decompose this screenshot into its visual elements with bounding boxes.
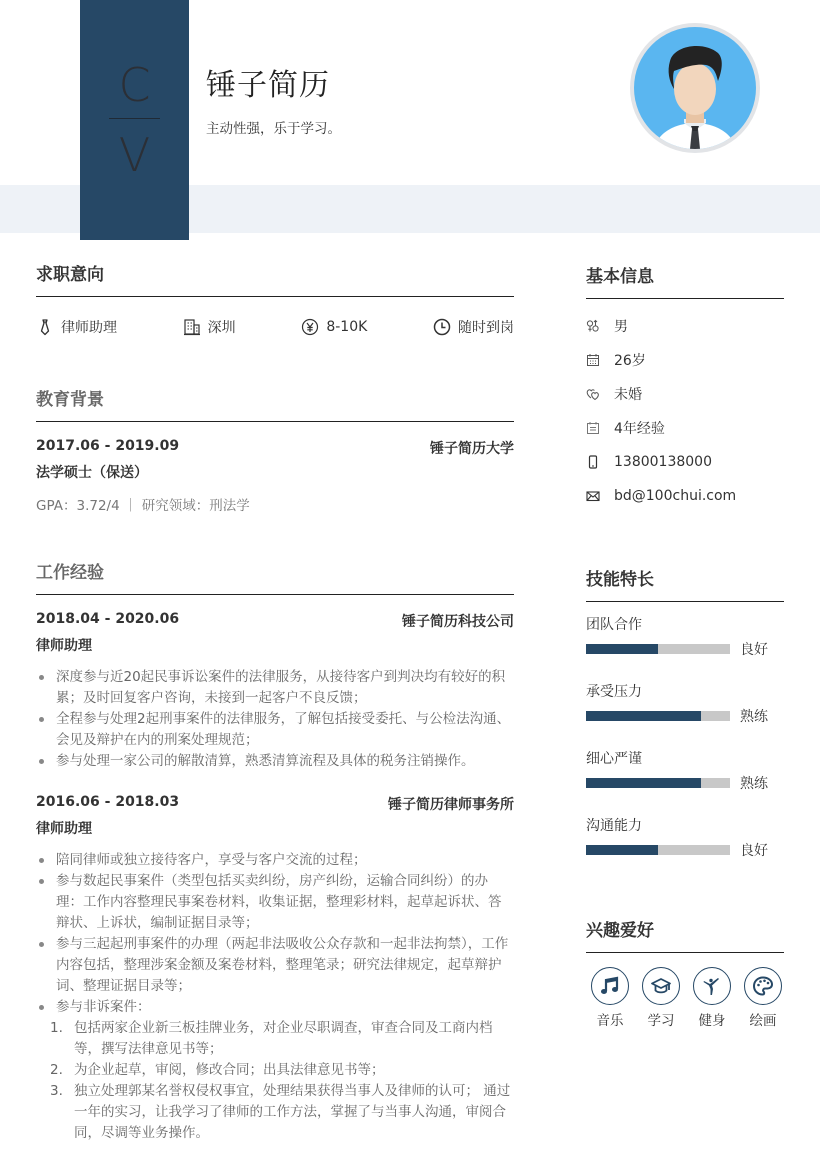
section-title-skills: 技能特长 (586, 565, 784, 602)
skill-name: 沟通能力 (586, 818, 642, 834)
info-experience (586, 411, 784, 445)
intent-position (36, 317, 117, 337)
skill-bar-row (586, 840, 784, 860)
work-bullets (36, 850, 514, 1144)
skill-bar-row (586, 706, 784, 726)
skill-bar (586, 711, 730, 721)
cv-block (80, 0, 189, 240)
education-school: 锤子简历大学 (430, 441, 514, 457)
basic-info-section (586, 262, 784, 513)
hobby-painting (744, 967, 782, 1029)
info-age-value: 26岁 (614, 353, 646, 369)
mail-icon (586, 489, 600, 503)
skill-bar (586, 644, 730, 654)
avatar (630, 23, 760, 153)
sub-item-text: 独立处理郭某名誉权侵权事宜，处理结果获得当事人及律师的认可； 通过一年的实习，让我学习了律师的工作方法，掌握了与当事人沟通，审阅合同，尽调等业务操作。 (74, 1083, 511, 1141)
work-bullets (36, 667, 514, 772)
briefcase-calendar-icon (586, 421, 600, 435)
building-icon (183, 318, 201, 336)
skill-level: 良好 (740, 642, 768, 658)
work-bullet: 参与三起起刑事案件的办理（两起非法吸收公众存款和一起非法拘禁），工作内容包括，整理涉案金额及案卷材料，整理笔录；研究法律规定，起草辩护词、整理证据目录等； (36, 934, 514, 997)
info-marital-value: 未婚 (614, 387, 642, 403)
work-bullet: 参与数起民事案件（类型包括买卖纠纷，房产纠纷，运输合同纠纷）的办理：工作内容整理民事案卷材料，收集证据，整理彩材料，起草起诉状、答辩状、上诉状，编制证据目录等； (36, 871, 514, 934)
work-sub-item (50, 1081, 514, 1144)
skill-item (586, 614, 784, 659)
skill-level: 良好 (740, 843, 768, 859)
sub-item-text: 包括两家企业新三板挂牌业务，对企业尽职调查，审查合同及工商内档等，撰写法律意见书等； (74, 1020, 493, 1057)
info-email-value: bd@100chui.com (614, 488, 737, 504)
intent-salary (301, 317, 367, 337)
skill-level: 熟练 (740, 709, 768, 725)
cv-letter-c: C (118, 58, 151, 112)
calendar-icon (586, 353, 600, 367)
work-role: 律师助理 (36, 638, 92, 654)
phone-icon (586, 455, 600, 469)
work-sub-item (50, 1060, 514, 1081)
work-period: 2018.04 - 2020.06 (36, 611, 180, 627)
info-phone (586, 445, 784, 479)
skills-section (586, 565, 784, 860)
hobby-label: 音乐 (596, 1013, 624, 1029)
skill-name: 承受压力 (586, 684, 642, 700)
work-entry-head (36, 794, 514, 814)
section-title-hobbies: 兴趣爱好 (586, 916, 784, 953)
work-company: 锤子简历律师事务所 (388, 797, 514, 813)
intent-position-label: 律师助理 (61, 320, 117, 336)
graduation-cap-icon (650, 975, 672, 997)
hobby-study (642, 967, 680, 1029)
job-intent-row (36, 317, 514, 337)
work-sub-item (50, 1018, 514, 1060)
resume-name: 锤子简历 (206, 68, 330, 103)
sub-item-number: 3. (50, 1083, 63, 1099)
info-experience-value: 4年经验 (614, 421, 665, 437)
info-phone-value: 13800138000 (614, 454, 712, 470)
skill-bar-fill (586, 778, 701, 788)
section-title-work: 工作经验 (36, 558, 514, 595)
cv-letter-v: V (118, 128, 151, 182)
skill-item (586, 681, 784, 726)
hobby-icon-circle (642, 967, 680, 1005)
work-section (36, 558, 514, 1144)
yen-icon (301, 318, 319, 336)
basic-info-list (586, 309, 784, 513)
work-bullet-text: 参与非诉案件： (56, 999, 151, 1015)
work-sub-list (50, 1018, 514, 1144)
work-bullet: 陪同律师或独立接待客户，享受与客户交流的过程； (36, 850, 514, 871)
skill-bar (586, 845, 730, 855)
work-entry (36, 611, 514, 772)
skill-bar-row (586, 773, 784, 793)
info-gender-value: 男 (614, 319, 628, 335)
intent-city (183, 317, 236, 337)
gender-icon (586, 319, 600, 333)
work-company: 锤子简历科技公司 (402, 614, 514, 630)
skill-level: 熟练 (740, 776, 768, 792)
section-title-education: 教育背景 (36, 385, 514, 422)
intent-availability-label: 随时到岗 (457, 320, 514, 336)
tie-icon (36, 318, 54, 336)
palette-icon (752, 975, 774, 997)
work-bullet (36, 997, 514, 1144)
male-avatar-icon (634, 27, 756, 149)
skill-item (586, 815, 784, 860)
education-degree: 法学硕士（保送） (36, 465, 148, 481)
hobby-icon-circle (744, 967, 782, 1005)
hobby-row (586, 967, 784, 1029)
hobby-music (591, 967, 629, 1029)
work-entry (36, 794, 514, 1144)
skill-name: 细心严谨 (586, 751, 642, 767)
work-bullet: 深度参与近20起民事诉讼案件的法律服务，从接待客户到判决均有较好的积累；及时回复客户咨询，未接到一起客户不良反馈； (36, 667, 514, 709)
skill-item (586, 748, 784, 793)
education-entry-head (36, 438, 514, 458)
hobbies-section (586, 916, 784, 1029)
section-title-basic-info: 基本信息 (586, 262, 784, 299)
hearts-icon (586, 387, 600, 401)
intent-availability (433, 317, 514, 337)
education-detail: GPA：3.72/4 ｜ 研究领域：刑法学 (36, 498, 250, 514)
hobby-label: 学习 (647, 1013, 675, 1029)
sub-item-text: 为企业起草，审阅，修改合同；出具法律意见书等； (74, 1062, 385, 1078)
skill-bar-fill (586, 644, 658, 654)
info-gender (586, 309, 784, 343)
skill-bar-row (586, 639, 784, 659)
hobby-label: 健身 (698, 1013, 726, 1029)
work-role: 律师助理 (36, 821, 92, 837)
hobby-fitness (693, 967, 731, 1029)
right-column (586, 262, 784, 1029)
left-column (36, 260, 514, 1144)
info-age (586, 343, 784, 377)
sub-item-number: 2. (50, 1062, 63, 1078)
resume-motto: 主动性强，乐于学习。 (206, 121, 341, 137)
work-bullet: 参与处理一家公司的解散清算，熟悉清算流程及具体的税务注销操作。 (36, 751, 514, 772)
music-icon (599, 975, 621, 997)
skill-bar-fill (586, 711, 701, 721)
info-email (586, 479, 784, 513)
cv-divider (109, 118, 160, 119)
intent-city-label: 深圳 (207, 320, 236, 336)
education-period: 2017.06 - 2019.09 (36, 438, 180, 454)
education-section (36, 385, 514, 514)
skill-bar-fill (586, 845, 658, 855)
hobby-icon-circle (693, 967, 731, 1005)
hobby-label: 绘画 (749, 1013, 777, 1029)
work-entry-head (36, 611, 514, 631)
sub-item-number: 1. (50, 1020, 63, 1036)
intent-salary-label: 8-10K (326, 319, 368, 335)
skill-bar (586, 778, 730, 788)
job-intent-section (36, 260, 514, 337)
work-bullet: 全程参与处理2起刑事案件的法律服务，了解包括接受委托、与公检法沟通、会见及辩护在内的刑案处理规范； (36, 709, 514, 751)
info-marital (586, 377, 784, 411)
section-title-job-intent: 求职意向 (36, 260, 514, 297)
clock-icon (433, 318, 451, 336)
fitness-icon (701, 975, 723, 997)
hobby-icon-circle (591, 967, 629, 1005)
work-period: 2016.06 - 2018.03 (36, 794, 180, 810)
skill-name: 团队合作 (586, 617, 642, 633)
